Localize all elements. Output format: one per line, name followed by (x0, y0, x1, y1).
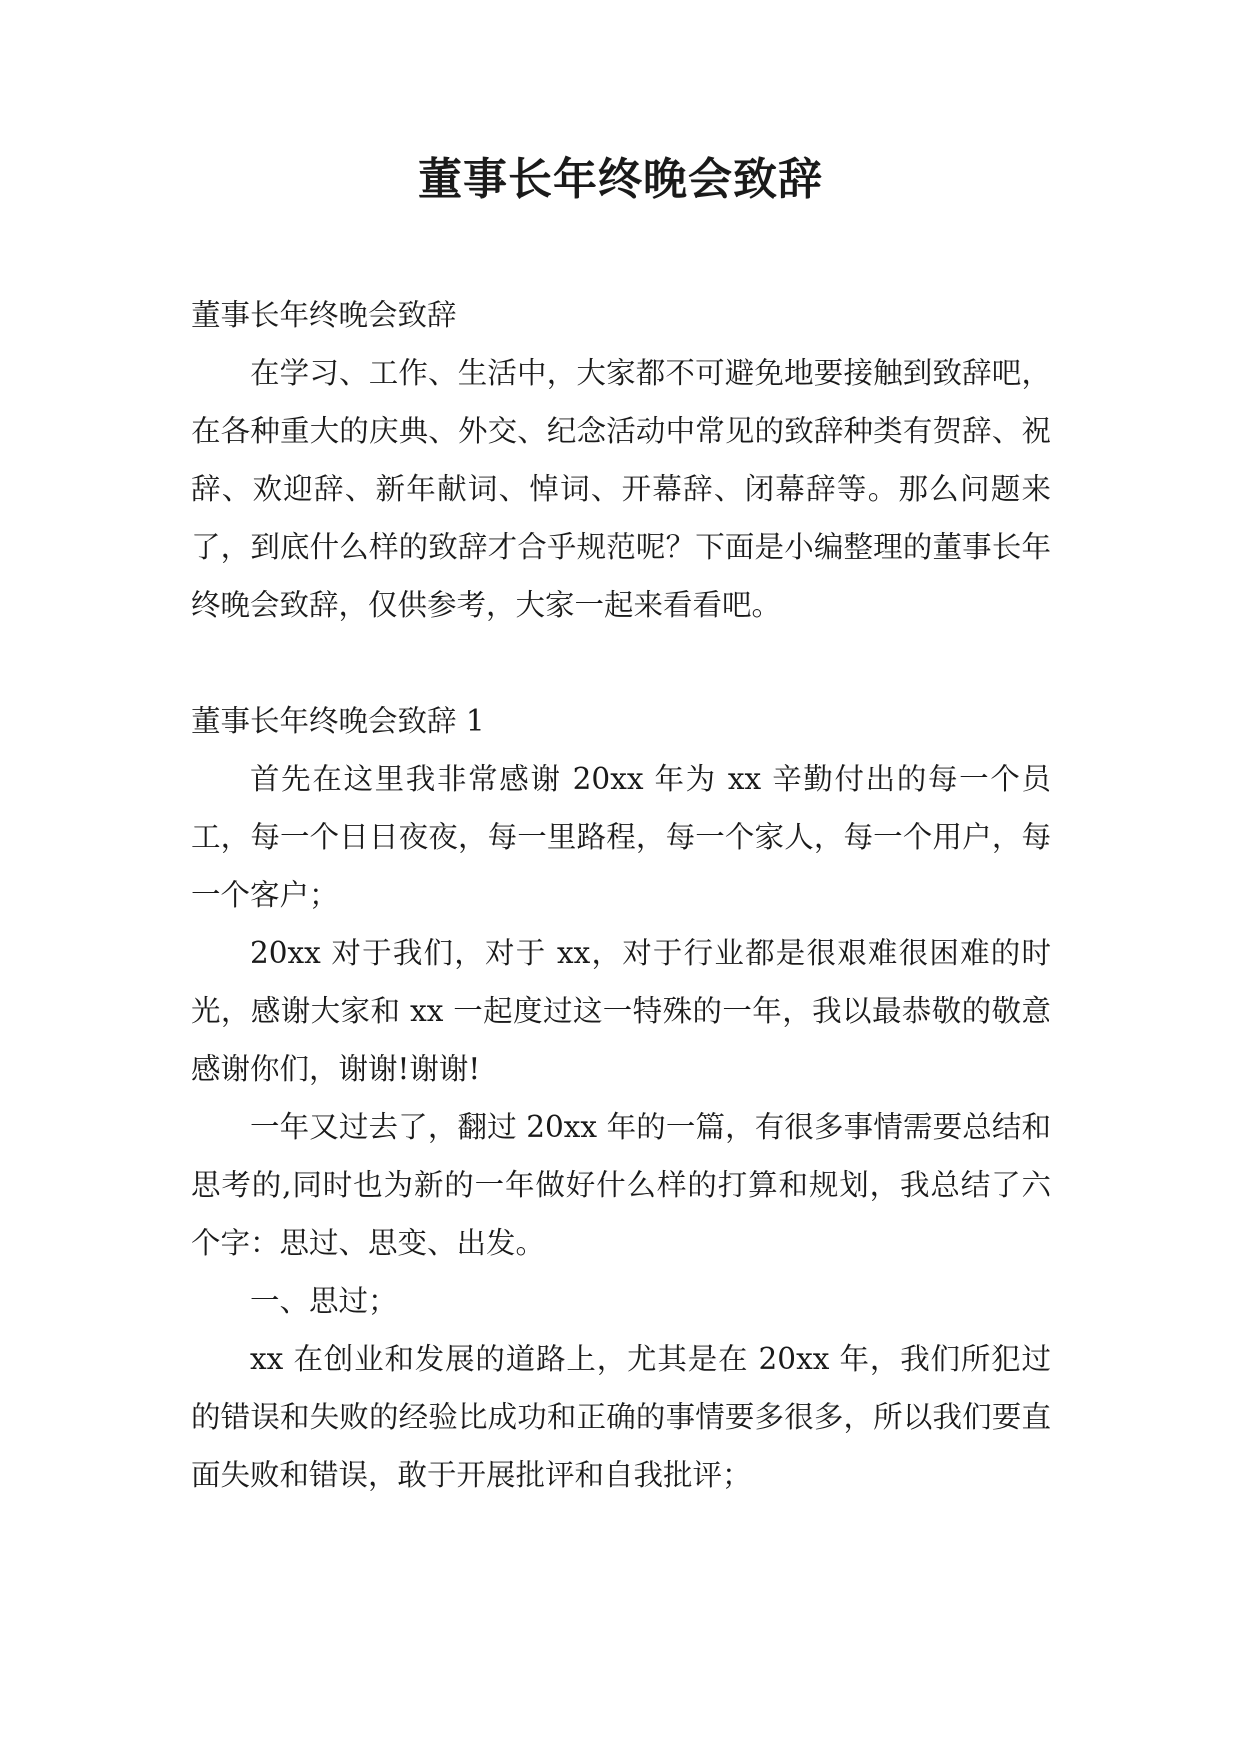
body-paragraph: 20xx 对于我们，对于 xx，对于行业都是很艰难很困难的时光，感谢大家和 xx 一起度过这一特殊的一年，我以最恭敬的敬意感谢你们，谢谢!谢谢! (191, 936, 1051, 1086)
subsection-heading: 一、思过； (250, 1284, 398, 1318)
document-body (191, 286, 1051, 1504)
section-heading: 董事长年终晚会致辞 1 (191, 704, 485, 738)
document-title: 董事长年终晚会致辞 (418, 154, 823, 205)
body-paragraph: 首先在这里我非常感谢 20xx 年为 xx 辛勤付出的每一个员工，每一个日日夜夜，每一里路程，每一个家人，每一个用户，每一个客户； (191, 762, 1051, 912)
section-heading: 董事长年终晚会致辞 (191, 298, 457, 332)
intro-paragraph: 在学习、工作、生活中，大家都不可避免地要接触到致辞吧，在各种重大的庆典、外交、纪念活动中常见的致辞种类有贺辞、祝辞、欢迎辞、新年献词、悼词、开幕辞、闭幕辞等。那么问题来了，到底什么样的致辞才合乎规范呢？下面是小编整理的董事长年终晚会致辞，仅供参考，大家一起来看看吧。 (191, 356, 1051, 622)
body-paragraph: xx 在创业和发展的道路上，尤其是在 20xx 年，我们所犯过的错误和失败的经验比成功和正确的事情要多很多，所以我们要直面失败和错误，敢于开展批评和自我批评； (191, 1342, 1051, 1492)
body-paragraph: 一年又过去了，翻过 20xx 年的一篇，有很多事情需要总结和思考的,同时也为新的一年做好什么样的打算和规划，我总结了六个字：思过、思变、出发。 (191, 1110, 1051, 1260)
